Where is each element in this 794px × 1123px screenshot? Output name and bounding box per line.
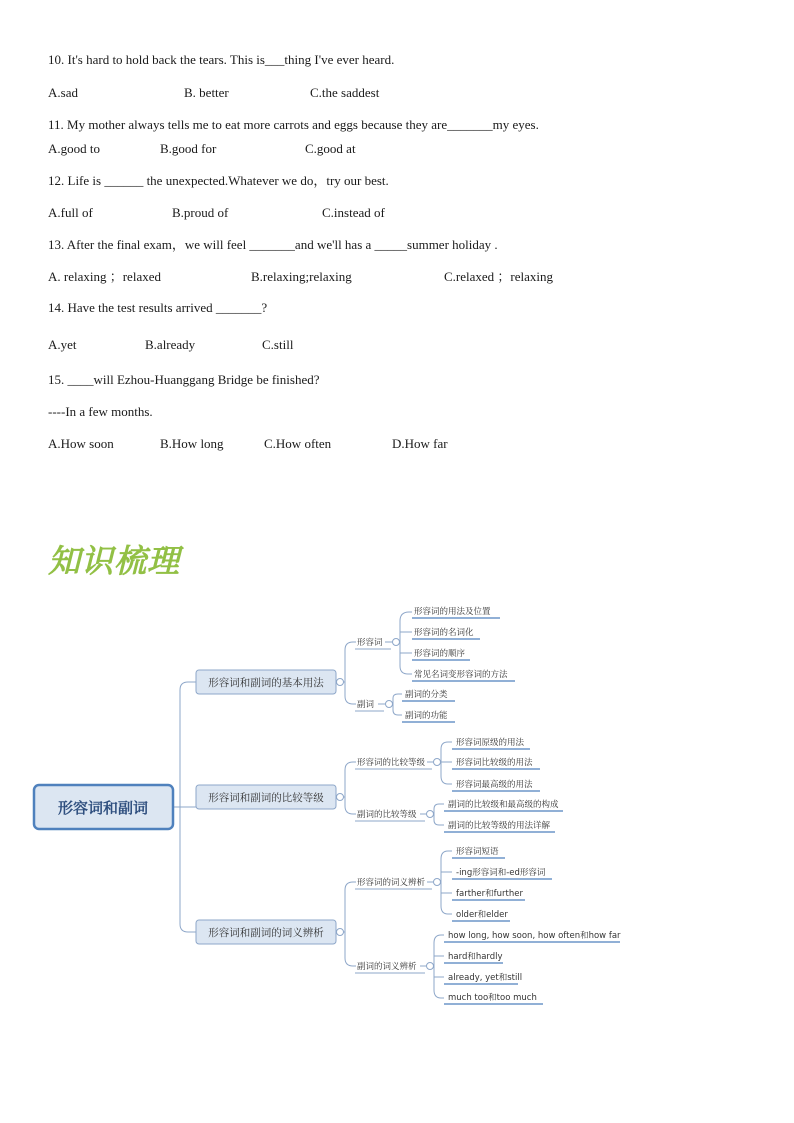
group-adv-compare-toggle-icon[interactable] <box>427 811 434 818</box>
branch-1-label: 形容词和副词的基本用法 <box>208 677 324 689</box>
branch-3-toggle-icon[interactable] <box>337 929 344 936</box>
leaf-already-yet-still: already, yet和still <box>448 973 523 983</box>
q11-option-c: C.good at <box>305 141 356 156</box>
q15-option-a: A.How soon <box>48 436 114 451</box>
leaf-farther-further: farther和further <box>456 889 523 899</box>
group-adj-meaning-label: 形容词的词义辨析 <box>357 878 426 888</box>
group-adv-meaning-label: 副词的词义辨析 <box>357 962 417 972</box>
group-adv-toggle-icon[interactable] <box>386 701 393 708</box>
q11-option-b: B.good for <box>160 141 217 156</box>
leaf-much-too: much too和too much <box>448 993 537 1003</box>
group-adj-meaning-toggle-icon[interactable] <box>434 879 441 886</box>
leaf-ing-ed-adj: -ing形容词和-ed形容词 <box>456 868 546 878</box>
group-adj-compare-toggle-icon[interactable] <box>434 759 441 766</box>
branch-3-label: 形容词和副词的词义辨析 <box>208 927 324 939</box>
q12-option-a: A.full of <box>48 205 93 220</box>
mindmap-root-label: 形容词和副词 <box>57 799 149 817</box>
q11-option-a: A.good to <box>48 141 100 156</box>
group-adv-compare-label: 副词的比较等级 <box>357 810 417 820</box>
question-12: 12. Life is ______ the unexpected.Whatever we do，try our best. <box>48 173 389 188</box>
collapse-toggles <box>337 639 441 970</box>
leaf-adj-phrases: 形容词短语 <box>456 847 499 857</box>
q15-option-b: B.How long <box>160 436 224 451</box>
question-13: 13. After the final exam，we will feel _______and we'll has a _____summer holiday . <box>48 237 498 252</box>
q10-option-c: C.the saddest <box>310 85 380 100</box>
group-adj-toggle-icon[interactable] <box>393 639 400 646</box>
q12-option-c: C.instead of <box>322 205 385 220</box>
leaf-adj-usage: 形容词的用法及位置 <box>414 607 491 617</box>
leaf-adv-functions: 副词的功能 <box>405 711 448 721</box>
q14-option-a: A.yet <box>48 337 77 352</box>
leaf-adj-order: 形容词的顺序 <box>414 649 466 659</box>
question-10: 10. It's hard to hold back the tears. This is___thing I've ever heard. <box>48 52 395 67</box>
leaf-adj-comparative: 形容词比较级的用法 <box>456 758 533 768</box>
q12-option-b: B.proud of <box>172 205 229 220</box>
leaf-adv-compare-usage: 副词的比较等级的用法详解 <box>448 821 551 831</box>
q15-option-c: C.How often <box>264 436 332 451</box>
q13-option-a: A. relaxing ；relaxed <box>48 269 161 284</box>
q13-option-c: C.relaxed ；relaxing <box>444 269 554 284</box>
question-15-reply: ----In a few months. <box>48 404 153 419</box>
question-14: 14. Have the test results arrived _______? <box>48 300 268 315</box>
leaf-adj-positive: 形容词原级的用法 <box>456 738 525 748</box>
q14-option-c: C.still <box>262 337 294 352</box>
leaf-adj-superlative: 形容词最高级的用法 <box>456 780 533 790</box>
branch-1-toggle-icon[interactable] <box>337 679 344 686</box>
q13-option-b: B.relaxing;relaxing <box>251 269 352 284</box>
group-adj-compare-label: 形容词的比较等级 <box>357 758 426 768</box>
leaf-adj-nominal: 形容词的名词化 <box>414 628 474 638</box>
group-labels <box>357 637 426 972</box>
leaf-older-elder: older和elder <box>456 910 508 920</box>
leaf-hard-hardly: hard和hardly <box>448 952 503 962</box>
leaf-noun-to-adj: 常见名词变形容词的方法 <box>414 670 508 680</box>
q10-option-b: B. better <box>184 85 229 100</box>
leaf-adv-compare-form: 副词的比较级和最高级的构成 <box>448 800 559 810</box>
group-adv-meaning-toggle-icon[interactable] <box>427 963 434 970</box>
q15-option-d: D.How far <box>392 436 448 451</box>
q14-option-b: B.already <box>145 337 196 352</box>
question-15: 15. ____will Ezhou-Huanggang Bridge be finished? <box>48 372 320 387</box>
group-adv-label: 副词 <box>357 700 375 710</box>
section-title: 知识梳理 <box>48 542 181 580</box>
leaf-adv-types: 副词的分类 <box>405 690 448 700</box>
group-adj-label: 形容词 <box>357 638 383 648</box>
question-11: 11. My mother always tells me to eat more carrots and eggs because they are_______my eyes. <box>48 117 539 132</box>
branch-2-toggle-icon[interactable] <box>337 794 344 801</box>
q10-option-a: A.sad <box>48 85 78 100</box>
leaf-how-phrases: how long, how soon, how often和how far <box>448 931 621 941</box>
branch-2-label: 形容词和副词的比较等级 <box>208 792 324 804</box>
